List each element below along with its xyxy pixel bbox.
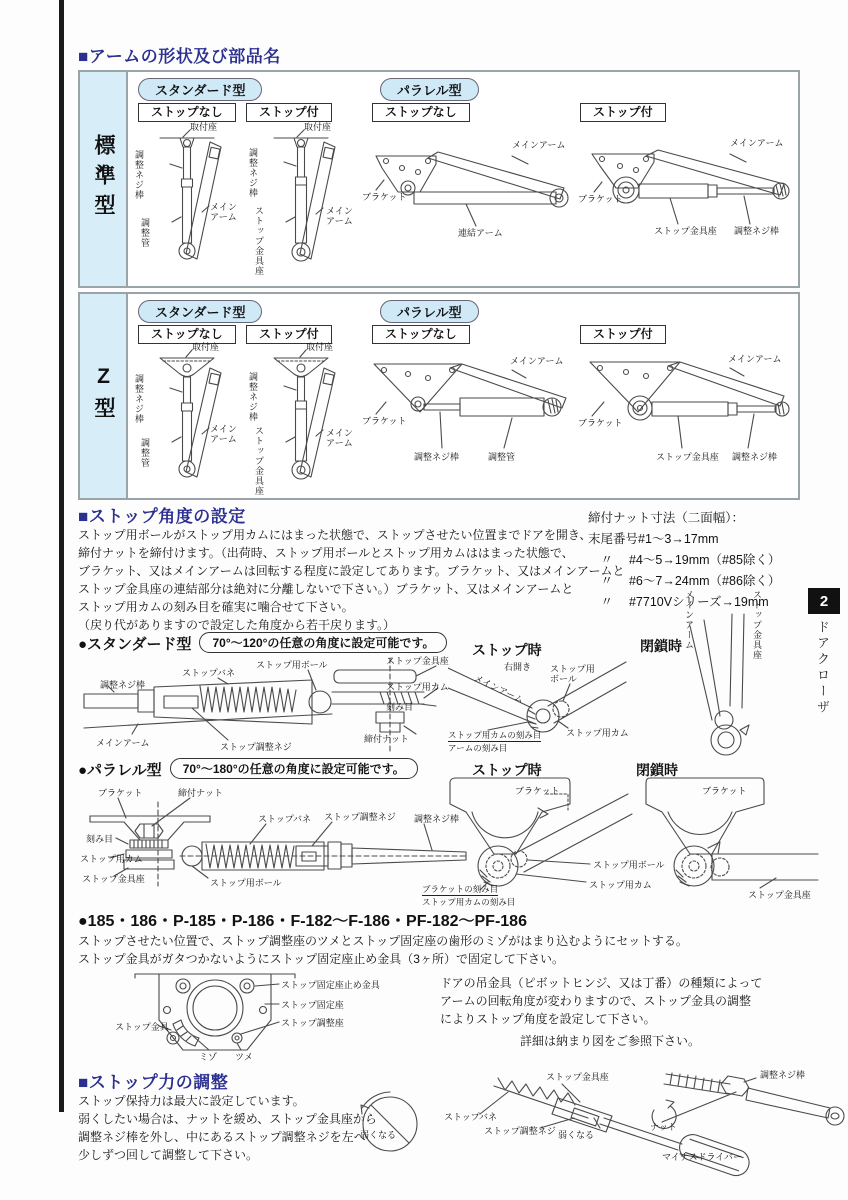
stop-state-heading: ストップ時 (472, 642, 542, 658)
stop-state-heading: ストップ時 (472, 762, 542, 778)
label-arm-notch: アームの刻み目 (448, 743, 508, 753)
label-stop-ball: ストップ用ボール (550, 664, 595, 684)
closed-state-heading: 閉鎖時 (636, 762, 678, 778)
section-title-stop-angle: ■ストップ角度の設定 (78, 507, 246, 526)
diagram-z-arm-no-stop (130, 344, 242, 492)
diagram-standard-arm-no-stop (130, 122, 242, 276)
label-adjust-rod: 調整ネジ棒 (248, 148, 258, 198)
label-stop-seat: ストップ金具座 (386, 656, 449, 666)
label-mount: 取付座 (192, 342, 220, 352)
parallel-type-heading (78, 758, 418, 780)
diagram-stop-fixing-plate (115, 964, 495, 1066)
label-stop-ball: ストップ用ボール (210, 878, 282, 888)
parallel-angle-range: 70°～180°の任意の角度に設定可能です。 (170, 758, 418, 779)
label-bracket: ブラケット (515, 786, 560, 796)
diagram-parallel-cross-section (80, 786, 470, 900)
label-bracket-notch: ブラケットの刻み目 (422, 884, 499, 894)
label-main-arm: メインアーム (512, 140, 566, 150)
body-line: 弱くしたい場合は、ナットを緩め、ストップ金具座から (78, 1112, 377, 1126)
label-stop-seat: ストップ金具座 (656, 452, 719, 462)
variant-with-stop: ストップ付 (580, 103, 666, 122)
stop-force-body (78, 1092, 377, 1164)
variant-no-stop: ストップなし (372, 103, 470, 122)
label-stop-seat: ストップ金具座 (752, 590, 762, 660)
standard-angle-range: 70°～120°の任意の角度に設定可能です。 (199, 632, 447, 653)
label-adjust-pipe: 調整管 (488, 452, 516, 462)
label-notch: 刻み目 (86, 834, 114, 844)
label-main-arm: メインアーム (472, 672, 526, 706)
diagram-parallel-closed-state (620, 774, 825, 908)
parallel-type-label: ●パラレル型 (78, 762, 162, 779)
pill-parallel-type: パラレル型 (380, 300, 479, 323)
label-tsume: ツメ (235, 1052, 253, 1062)
nut-info-line: 締付ナット寸法（二面幅）： (588, 511, 745, 525)
label-stop-fitting: ストップ金具 (115, 1022, 169, 1032)
pill-standard-type: スタンダード型 (138, 78, 262, 101)
body-line: ストップ保持力は最大に設定しています。 (78, 1094, 305, 1108)
page-spine-bar (59, 0, 64, 1112)
standard-type-heading (78, 632, 447, 654)
arm-row-standard (78, 70, 800, 288)
diagram-standard-cross-section (80, 656, 465, 756)
label-bracket: ブラケット (362, 192, 407, 202)
diagram-z-parallel-no-stop (362, 348, 578, 480)
label-bracket: ブラケット (98, 788, 143, 798)
label-main-arm: メインアーム (210, 424, 237, 444)
label-adjust-rod: 調整ネジ棒 (414, 814, 460, 824)
label-stop-cam: ストップ用カム (589, 880, 652, 890)
label-weaker: 弱くなる (558, 1130, 595, 1140)
label-main-arm: メインアーム (326, 428, 353, 448)
diagram-parallel-arm-with-stop (578, 130, 798, 256)
label-adjust-pipe: 調整管 (140, 218, 150, 248)
label-minus-driver: マイナスドライバー (662, 1152, 743, 1162)
diagram-stop-force-adjust (348, 1056, 848, 1200)
diagram-standard-arm-with-stop (240, 122, 362, 276)
body-line: ストップ金具座の連結部分は絶対に分離しないで下さい。）ブラケット、又はメインアームと (78, 582, 574, 596)
body-line: ストップ用カムの刻み目を確実に噛合せて下さい。 (78, 600, 354, 614)
body-line: （戻り代がありますので設定した角度から若干戻ります。） (78, 618, 396, 632)
label-adjust-seat: ストップ調整座 (281, 1018, 344, 1028)
body-line: ストップ用ボールがストップ用カムにはまった状態で、ストップさせたい位置までドアを開き、 (78, 528, 592, 542)
label-main-arm: メインアーム (684, 590, 694, 650)
label-stop-cam-notch: ストップ用カムの刻み目 (448, 730, 542, 740)
note-line: アームの回転角度が変わりますので、ストップ金具の調整 (440, 994, 752, 1008)
label-stop-seat: ストップ金具座 (654, 226, 717, 236)
label-stop-cam: ストップ用カム (566, 728, 629, 738)
label-bracket: ブラケット (578, 194, 623, 204)
label-stop-cam: ストップ用カム (80, 854, 143, 864)
arm-table (78, 70, 800, 504)
note-line: によりストップ角度を設定して下さい。 (440, 1012, 656, 1026)
label-stop-adjust-screw: ストップ調整ネジ (220, 742, 292, 752)
row-header-z: Z型 (80, 294, 128, 498)
nut-info-line: 〃 #7710Vシリーズ→19mm (588, 595, 769, 609)
arm-line-art (130, 344, 242, 492)
models-note (440, 974, 762, 1028)
label-right-opening: 右開き (504, 662, 532, 672)
diagram-parallel-stop-state (420, 774, 665, 908)
label-adjust-rod: 調整ネジ棒 (248, 372, 258, 422)
closed-state-heading: 閉鎖時 (640, 638, 682, 654)
label-adjust-rod: 調整ネジ棒 (134, 150, 144, 200)
label-stop-adjust-screw: ストップ調整ネジ (484, 1126, 556, 1136)
label-stop-cam-notch: ストップ用カムの刻み目 (422, 897, 516, 907)
diagram-parallel-arm-no-stop (362, 130, 578, 256)
section-title-models: ●185・186・P-185・P-186・F-182～F-186・PF-182～PF-186 (78, 913, 527, 930)
arm-line-art (362, 348, 578, 480)
body-line: 少しずつ回して調整して下さい。 (78, 1148, 259, 1162)
label-stop-seat: ストップ金具座 (82, 874, 145, 884)
nut-info-line: 〃 #4～5→19mm（#85除く） (588, 553, 781, 567)
label-stop-seat: ストップ金具座 (546, 1072, 609, 1082)
diagram-standard-closed-state (660, 590, 810, 760)
label-bracket: ブラケット (578, 418, 623, 428)
arm-row-z (78, 292, 800, 500)
pill-standard-type: スタンダード型 (138, 300, 262, 323)
label-stop-spring: ストップバネ (182, 668, 236, 678)
label-adjust-rod: 調整ネジ棒 (414, 452, 460, 462)
label-main-arm: メインアーム (96, 738, 150, 748)
models-body (78, 932, 688, 968)
diagram-standard-stop-state (448, 654, 628, 764)
body-line: ストップ金具がガタつかないようにストップ固定座止め金具（3ヶ所）で固定して下さい。 (78, 952, 564, 966)
body-line: 調整ネジ棒を外し、中にあるストップ調整ネジを左へ (78, 1130, 366, 1144)
models-note-ref: 詳細は納まり図をご参照下さい。 (520, 1034, 701, 1048)
side-tab-label: ドアクローザ (815, 620, 830, 716)
row-header-standard: 標準型 (80, 72, 128, 286)
label-stop-adjust-screw: ストップ調整ネジ (324, 812, 396, 822)
note-line: ドアの吊金具（ピボットヒンジ、又は丁番）の種類によって (440, 976, 763, 990)
label-stop-ball: ストップ用ボール (593, 860, 665, 870)
label-adjust-rod: 調整ネジ棒 (734, 226, 780, 236)
variant-no-stop: ストップなし (138, 325, 236, 344)
label-stop-spring: ストップバネ (444, 1112, 498, 1122)
variant-with-stop: ストップ付 (246, 103, 332, 122)
label-main-arm: メインアーム (210, 202, 237, 222)
label-bracket: ブラケット (362, 416, 407, 426)
label-stop-ball: ストップ用ボール (256, 660, 328, 670)
label-link-arm: 連結アーム (458, 228, 503, 238)
label-fix-seat-stopper: ストップ固定座止め金具 (281, 980, 380, 990)
label-main-arm: メインアーム (728, 354, 782, 364)
label-mount: 取付座 (304, 122, 332, 132)
variant-no-stop: ストップなし (138, 103, 236, 122)
label-adjust-rod: 調整ネジ棒 (732, 452, 778, 462)
label-mizo: ミゾ (199, 1052, 218, 1062)
label-bracket: ブラケット (702, 786, 747, 796)
nut-info-line: 末尾番号#1～3→17mm (588, 532, 719, 546)
label-nut: ナット (650, 1122, 677, 1132)
label-notch: 刻み目 (386, 702, 414, 712)
stop-angle-body (78, 526, 625, 634)
label-stop-seat: ストップ金具座 (748, 890, 811, 900)
label-mount: 取付座 (306, 342, 334, 352)
label-adjust-rod: 調整ネジ棒 (100, 680, 146, 690)
label-weaker: 弱くなる (360, 1130, 397, 1140)
standard-type-label: ●スタンダード型 (78, 636, 192, 653)
section-title-arm-shapes: ■アームの形状及び部品名 (78, 47, 281, 66)
nut-info-line: 〃 #6～7→24mm（#86除く） (588, 574, 781, 588)
label-main-arm: メインアーム (730, 138, 784, 148)
label-adjust-rod: 調整ネジ棒 (134, 374, 144, 424)
closed-state-line-art (660, 590, 810, 760)
body-line: ストップさせたい位置で、ストップ調整座のツメとストップ固定座の歯形のミゾがはまり込むようにセットする。 (78, 934, 688, 948)
label-stop-cam: ストップ用カム (386, 682, 449, 692)
variant-with-stop: ストップ付 (580, 325, 666, 344)
label-adjust-rod: 調整ネジ棒 (760, 1070, 806, 1080)
label-tightening-nut: 締付ナット (364, 734, 409, 744)
diagram-z-arm-with-stop (240, 342, 362, 496)
section-title-stop-force: ■ストップ力の調整 (78, 1073, 229, 1092)
diagram-z-parallel-with-stop (578, 348, 798, 480)
label-main-arm: メインアーム (326, 206, 353, 226)
arm-line-art (578, 130, 798, 256)
label-tightening-nut: 締付ナット (178, 788, 223, 798)
arm-line-art (130, 122, 242, 276)
variant-no-stop: ストップなし (372, 325, 470, 344)
label-adjust-pipe: 調整管 (140, 438, 150, 468)
label-main-arm: メインアーム (510, 356, 564, 366)
body-line: ブラケット、又はメインアームは回転する程度に設定してあります。ブラケット、又はメインアームと (78, 564, 625, 578)
variant-with-stop: ストップ付 (246, 325, 332, 344)
page-number-tab: 2 (808, 588, 840, 614)
label-mount: 取付座 (190, 122, 218, 132)
label-stop-seat: ストップ金具座 (254, 206, 264, 276)
pill-parallel-type: パラレル型 (380, 78, 479, 101)
label-stop-spring: ストップバネ (258, 814, 312, 824)
label-fix-seat: ストップ固定座 (281, 1000, 344, 1010)
label-stop-seat: ストップ金具座 (254, 426, 264, 496)
body-line: 締付ナットを締付けます。（出荷時、ストップ用ボールとストップ用カムははまった状態で、 (78, 546, 574, 560)
